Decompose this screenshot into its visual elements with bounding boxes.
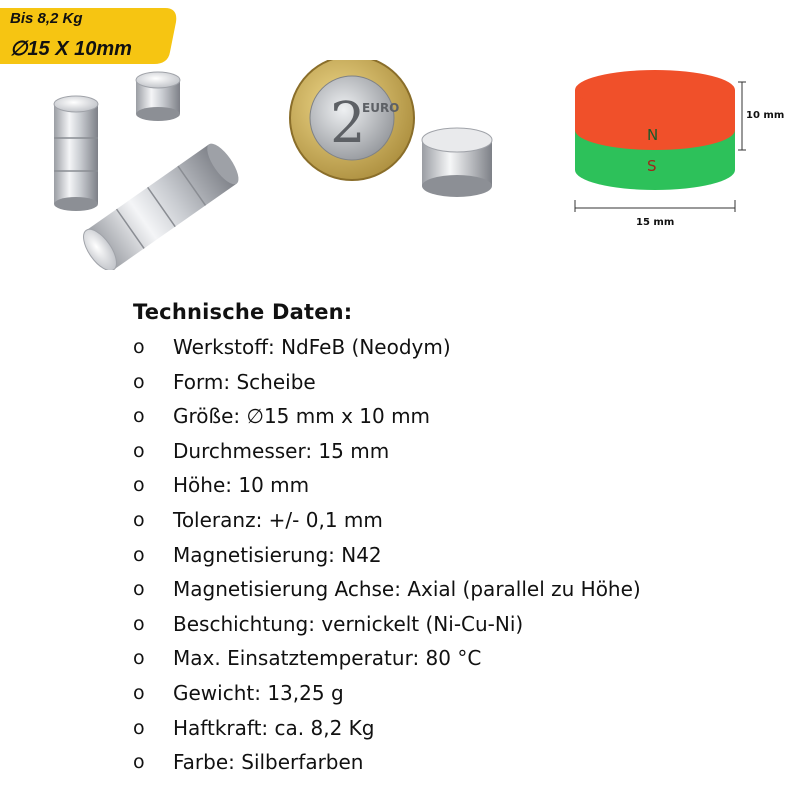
spec-item: o Beschichtung: vernickelt (Ni-Cu-Ni)	[133, 607, 773, 642]
coin-comparison-photo	[280, 60, 510, 220]
bullet-icon: o	[133, 751, 145, 774]
spec-item: o Werkstoff: NdFeB (Neodym)	[133, 330, 773, 365]
spec-item: o Durchmesser: 15 mm	[133, 434, 773, 469]
size-badge	[0, 8, 195, 64]
spec-item: o Höhe: 10 mm	[133, 468, 773, 503]
spec-item: o Haftkraft: ca. 8,2 Kg	[133, 711, 773, 746]
spec-item: o Magnetisierung: N42	[133, 538, 773, 573]
bullet-icon: o	[133, 578, 145, 601]
badge-size-label: ∅15 X 10mm	[10, 38, 132, 60]
bullet-icon: o	[133, 681, 145, 704]
magnet-dimension-diagram	[560, 50, 790, 240]
bullet-icon: o	[133, 543, 145, 566]
badge-force-label: Bis 8,2 Kg	[10, 10, 83, 27]
svg-text:EURO: EURO	[362, 101, 400, 115]
bullet-icon: o	[133, 612, 145, 635]
technical-data-section	[133, 300, 773, 780]
width-dimension-label: 15 mm	[636, 217, 675, 228]
spec-item: o Gewicht: 13,25 g	[133, 676, 773, 711]
two-euro-coin-with-magnet-icon	[280, 60, 510, 220]
south-label: S	[647, 157, 657, 175]
stacked-disc-magnets-icon	[40, 60, 250, 270]
spec-item: o Farbe: Silberfarben	[133, 745, 773, 780]
spec-item: o Max. Einsatztemperatur: 80 °C	[133, 641, 773, 676]
spec-list	[133, 330, 773, 780]
spec-item: o Form: Scheibe	[133, 365, 773, 400]
bullet-icon: o	[133, 336, 145, 358]
spec-item: o Größe: ∅15 mm x 10 mm	[133, 399, 773, 434]
bullet-icon: o	[133, 508, 145, 531]
bullet-icon: o	[133, 716, 145, 739]
north-label: N	[647, 126, 659, 144]
bullet-icon: o	[133, 647, 145, 670]
svg-text:2: 2	[330, 91, 366, 156]
bullet-icon: o	[133, 439, 145, 462]
height-dimension-label: 10 mm	[746, 110, 785, 121]
bullet-icon: o	[133, 474, 145, 497]
magnets-photo	[40, 60, 250, 270]
technical-data-heading: Technische Daten:	[133, 300, 353, 324]
spec-item: o Magnetisierung Achse: Axial (parallel zu Höhe)	[133, 572, 773, 607]
bullet-icon: o	[133, 405, 145, 428]
bullet-icon: o	[133, 370, 145, 393]
spec-item: o Toleranz: +/- 0,1 mm	[133, 503, 773, 538]
